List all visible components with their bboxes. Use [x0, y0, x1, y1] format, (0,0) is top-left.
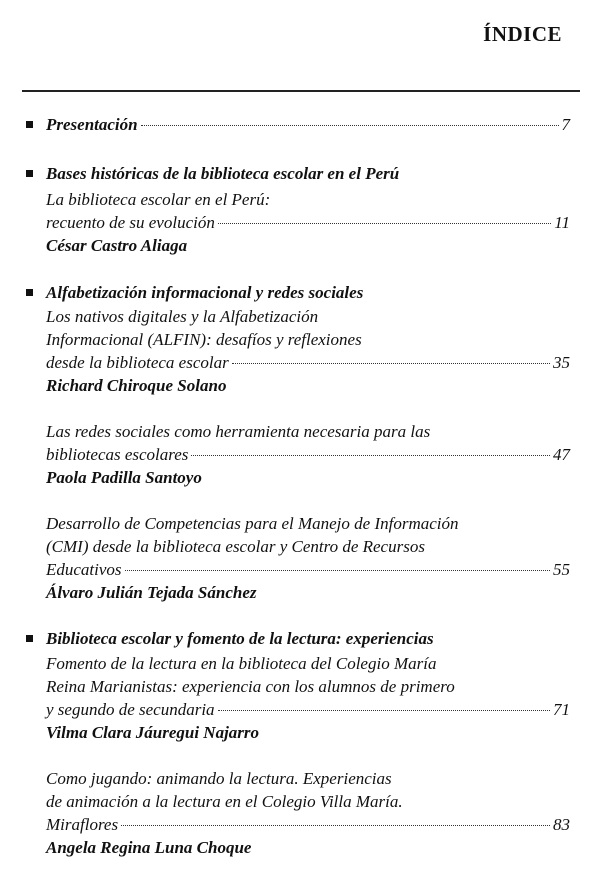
- article-title-line: y segundo de secundaria: [46, 700, 215, 719]
- dot-leader: [232, 363, 550, 364]
- section-heading: Biblioteca escolar y fomento de la lectura: experiencias: [46, 629, 434, 648]
- bullet-icon: [26, 289, 33, 296]
- toc-entry[interactable]: [46, 814, 570, 836]
- dot-leader: [218, 223, 551, 224]
- dot-leader: [191, 455, 550, 456]
- bullet-icon: [26, 121, 33, 128]
- article-author: Richard Chiroque Solano: [46, 376, 227, 395]
- page-number: 11: [554, 213, 570, 232]
- article-author: Angela Regina Luna Choque: [46, 838, 252, 857]
- article-title-line: bibliotecas escolares: [46, 445, 189, 464]
- section-heading: Bases históricas de la biblioteca escolar en el Perú: [46, 164, 400, 183]
- dot-leader: [141, 125, 559, 126]
- article-title-line: Los nativos digitales y la Alfabetización: [46, 307, 319, 326]
- article-title-line: Reina Marianistas: experiencia con los alumnos de primero: [46, 677, 455, 696]
- page-number: 47: [553, 445, 570, 464]
- toc-entry[interactable]: [46, 699, 570, 721]
- article-author: Vilma Clara Jáuregui Najarro: [46, 723, 260, 742]
- title-rule: [22, 90, 580, 92]
- article-author: Paola Padilla Santoyo: [46, 468, 202, 487]
- page-title: ÍNDICE: [483, 22, 562, 46]
- toc-entry-presentacion[interactable]: [46, 114, 570, 136]
- toc-entry[interactable]: [46, 559, 570, 581]
- article-title-line: Educativos: [46, 560, 122, 579]
- page-number: 71: [553, 700, 570, 719]
- page-number: 7: [561, 115, 570, 134]
- page-number: 55: [553, 560, 570, 579]
- article-title-line: Como jugando: animando la lectura. Experiencias: [46, 769, 392, 788]
- article-title-line: Las redes sociales como herramienta necesaria para las: [46, 422, 431, 441]
- page-number: 83: [553, 815, 570, 834]
- dot-leader: [218, 710, 550, 711]
- dot-leader: [125, 570, 550, 571]
- article-author: Álvaro Julián Tejada Sánchez: [46, 583, 257, 602]
- entry-title: Presentación: [46, 115, 138, 134]
- article-title-line: Fomento de la lectura en la biblioteca del Colegio María: [46, 654, 437, 673]
- article-title-line: Informacional (ALFIN): desafíos y reflexiones: [46, 330, 362, 349]
- article-title-line: desde la biblioteca escolar: [46, 353, 229, 372]
- dot-leader: [121, 825, 550, 826]
- toc-entry[interactable]: [46, 352, 570, 374]
- article-title-line: Miraflores: [46, 815, 119, 834]
- article-author: César Castro Aliaga: [46, 236, 188, 255]
- bullet-icon: [26, 170, 33, 177]
- article-title-line: recuento de su evolución: [46, 213, 215, 232]
- toc-entry[interactable]: [46, 444, 570, 466]
- article-title-line: Desarrollo de Competencias para el Manejo de Información: [46, 514, 459, 533]
- section-heading: Alfabetización informacional y redes sociales: [46, 283, 364, 302]
- article-title-line: de animación a la lectura en el Colegio Villa María.: [46, 792, 403, 811]
- article-title-line: La biblioteca escolar en el Perú:: [46, 190, 271, 209]
- bullet-icon: [26, 635, 33, 642]
- article-title-line: (CMI) desde la biblioteca escolar y Centro de Recursos: [46, 537, 425, 556]
- page-number: 35: [553, 353, 570, 372]
- toc-entry[interactable]: [46, 212, 570, 234]
